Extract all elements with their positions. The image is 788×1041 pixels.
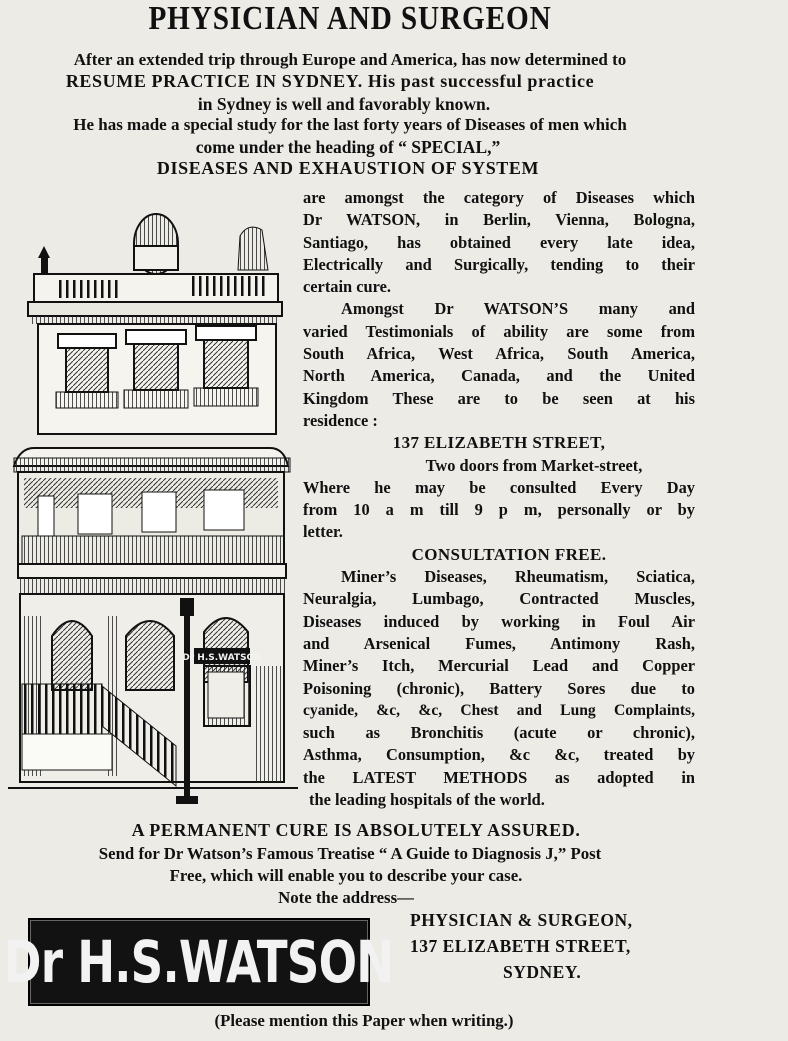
intro-line-3: in Sydney is well and favorably known.	[197, 94, 491, 114]
text-line: Diseases induced by working in Foul Air	[303, 611, 695, 631]
footer-note: (Please mention this Paper when writing.)	[214, 1011, 514, 1030]
text-line: Electrically and Surgically, tending to their	[303, 254, 695, 274]
text-line: Miner’s Diseases, Rheumatism, Sciatica,	[341, 567, 695, 587]
address-line-1: PHYSICIAN & SURGEON,	[410, 910, 633, 930]
text-line: residence :	[303, 410, 378, 430]
text-line: Miner’s Itch, Mercurial Lead and Copper	[303, 656, 695, 676]
text-line: Dr WATSON, in Berlin, Vienna, Bologna,	[303, 210, 695, 230]
treatise-line-3: Note the address—	[278, 888, 414, 907]
text-line: cyanide, &c, &c, Chest and Lung Complaints,	[303, 701, 695, 719]
text-line: letter.	[303, 522, 343, 542]
text-line: the LATEST METHODS as adopted in	[303, 767, 695, 787]
watson-nameplate	[4, 918, 394, 1006]
description-column	[303, 187, 695, 811]
text-line: from 10 a m till 9 p m, personally or by	[303, 500, 695, 520]
text-line: certain cure.	[303, 277, 391, 297]
text-line: and Arsenical Fumes, Antimony Rash,	[303, 633, 695, 653]
intro-line-2: RESUME PRACTICE IN SYDNEY. His past successful practice	[65, 71, 595, 91]
intro-line-5: come under the heading of “ SPECIAL,”	[195, 137, 501, 157]
text-line: North America, Canada, and the United	[303, 366, 695, 386]
text-line: Neuralgia, Lumbago, Contracted Muscles,	[303, 589, 695, 609]
text-line: Asthma, Consumption, &c &c, treated by	[303, 745, 695, 765]
text-line: Kingdom These are to be seen at his	[303, 388, 695, 408]
intro-line-1: After an extended trip through Europe and America, has now determined to	[73, 50, 627, 69]
building-illustration	[8, 196, 298, 808]
upper-window	[56, 334, 118, 408]
section-heading: DISEASES AND EXHAUSTION OF SYSTEM	[156, 158, 540, 178]
upper-window	[124, 330, 188, 408]
nameplate-text: Dr H.S.WATSON	[4, 928, 394, 996]
cure-statement: A PERMANENT CURE IS ABSOLUTELY ASSURED.	[131, 820, 581, 840]
text-line: Where he may be consulted Every Day	[303, 477, 695, 497]
address-line-2: 137 ELIZABETH STREET,	[410, 936, 631, 956]
intro-line-4: He has made a special study for the last forty years of Diseases of men which	[73, 115, 627, 134]
address-line-3: SYDNEY.	[503, 962, 582, 982]
text-line: Amongst Dr WATSON’S many and	[341, 299, 695, 319]
text-line: Santiago, has obtained every late idea,	[303, 232, 695, 252]
upper-window	[194, 326, 258, 406]
text-line: varied Testimonials of ability are some from	[303, 321, 695, 341]
treatise-line-2: Free, which will enable you to describe your case.	[169, 866, 523, 885]
consultation-free: CONSULTATION FREE.	[411, 544, 607, 564]
text-line: are amongst the category of Diseases which	[303, 188, 695, 207]
text-line: Poisoning (chronic), Battery Sores due to	[303, 678, 695, 698]
street-address: 137 ELIZABETH STREET,	[392, 433, 606, 453]
treatise-line-1: Send for Dr Watson’s Famous Treatise “ A Guide to Diagnosis J,” Post	[98, 844, 602, 863]
page-title: PHYSICIAN AND SURGEON	[148, 0, 552, 37]
text-line: Two doors from Market-street,	[425, 455, 643, 475]
building-sign: Dr H.S.WATSON	[182, 653, 262, 663]
text-line: such as Bronchitis (acute or chronic),	[303, 723, 695, 743]
text-line: South Africa, West Africa, South America,	[303, 344, 695, 364]
text-line: the leading hospitals of the world.	[309, 790, 545, 810]
